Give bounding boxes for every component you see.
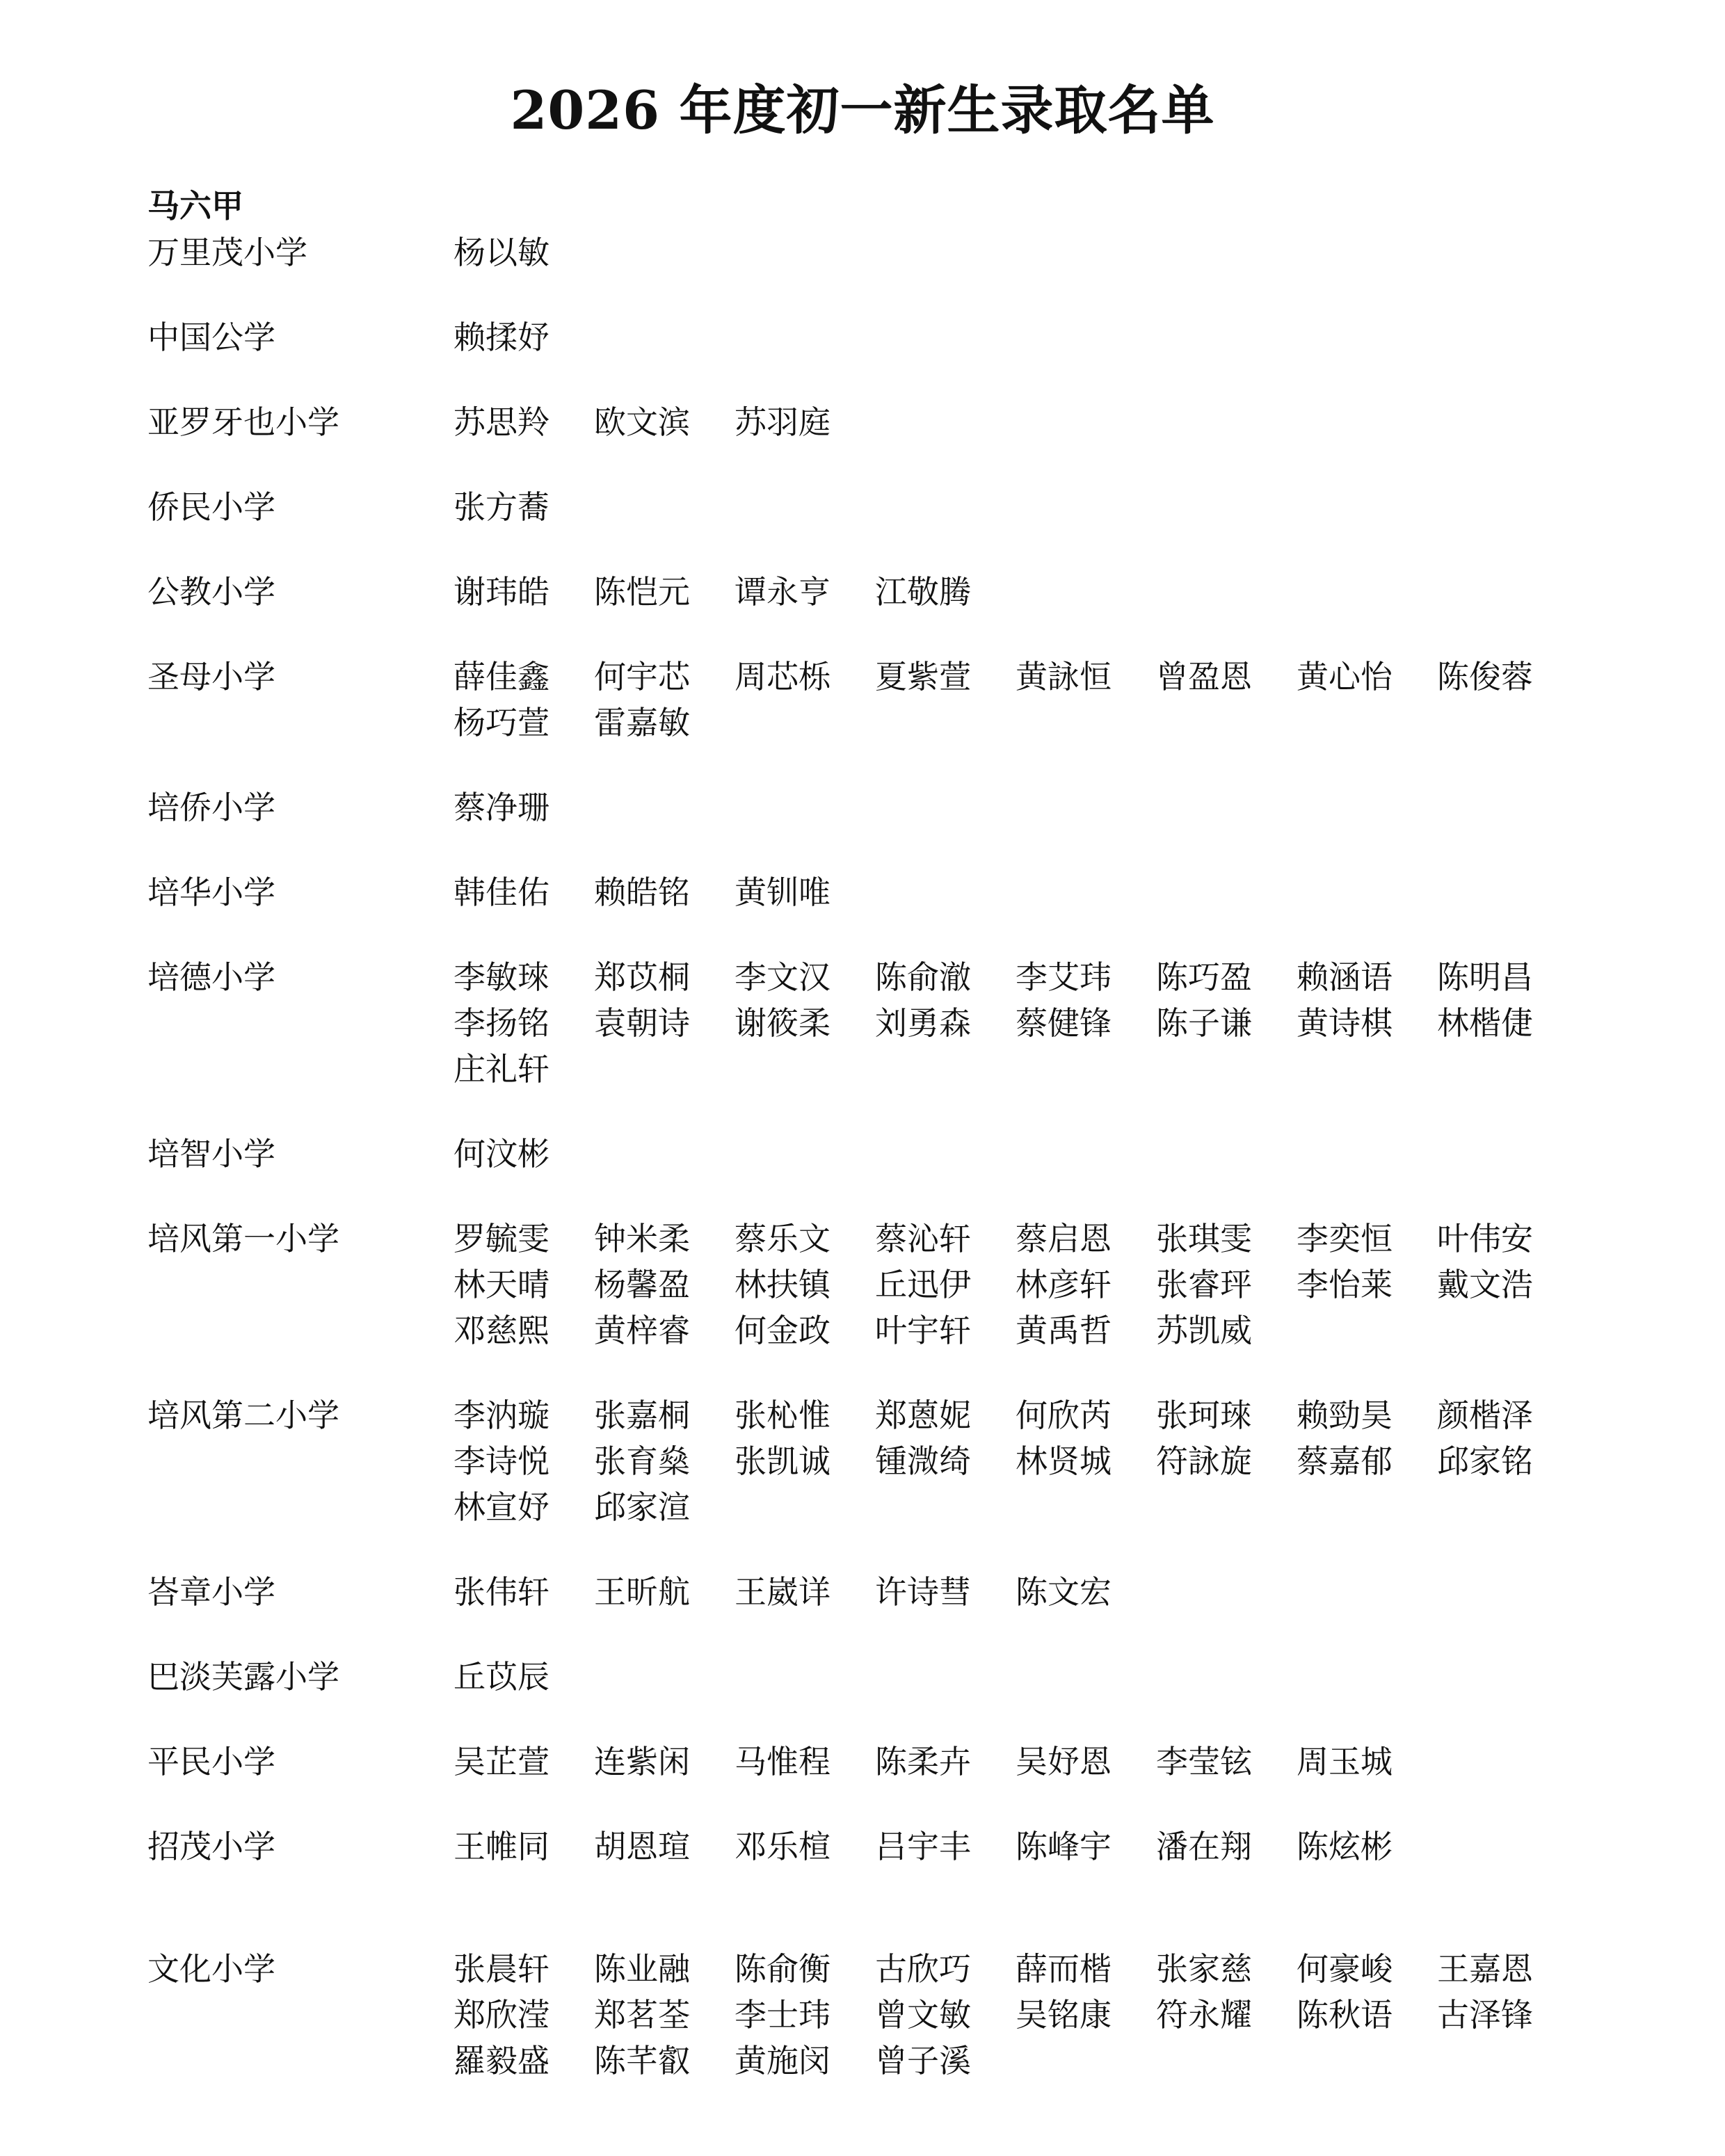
student-name: 蔡健锋: [1016, 1004, 1112, 1042]
student-name: 谢筱柔: [735, 1004, 831, 1042]
student-name: 何豪峻: [1297, 1950, 1393, 1988]
school-entry: [147, 1131, 1643, 1177]
student-name: 黄梓睿: [594, 1312, 690, 1349]
school-list: [147, 230, 1643, 2123]
student-name: 陈恺元: [594, 573, 690, 611]
school-entry: [147, 1824, 1643, 1869]
student-name: 邓慈熙: [454, 1312, 549, 1349]
school-entry: [147, 654, 1643, 746]
student-name: 陈巧盈: [1156, 958, 1252, 996]
student-name: 苏羽庭: [735, 403, 831, 441]
student-name: 张珂琜: [1156, 1397, 1252, 1434]
student-name: 符詠旋: [1156, 1442, 1252, 1480]
student-name: 蔡启恩: [1016, 1220, 1112, 1257]
student-name: 邱家铭: [1437, 1442, 1533, 1480]
student-name: 郑蒽妮: [875, 1397, 971, 1434]
student-name: 林天晴: [454, 1266, 549, 1303]
student-name: 王崴详: [735, 1573, 831, 1611]
student-name: 吕宇丰: [875, 1828, 971, 1865]
student-name: 陈俊蓉: [1437, 658, 1533, 695]
student-name: 罗毓雯: [454, 1220, 549, 1257]
school-name: 公教小学: [147, 573, 275, 611]
student-name: 何汶彬: [454, 1135, 549, 1173]
student-name: 叶伟安: [1437, 1220, 1533, 1257]
student-names: [454, 785, 1580, 830]
student-name: 钟米柔: [594, 1220, 690, 1257]
student-name: 陈炫彬: [1297, 1828, 1393, 1865]
student-name: 张嘉桐: [594, 1397, 690, 1434]
student-name: 黄钏唯: [735, 874, 831, 911]
region-heading: 马六甲: [147, 187, 243, 225]
student-name: 古泽锋: [1437, 1996, 1533, 2034]
student-name: 黄心怡: [1297, 658, 1393, 695]
student-name: 吴芷萱: [454, 1743, 549, 1780]
student-name: 丘迅伊: [875, 1266, 971, 1303]
school-name: 培风第一小学: [147, 1220, 339, 1257]
school-entry: [147, 1946, 1643, 2084]
student-name: 陈俞澈: [875, 958, 971, 996]
student-name: 黄诗棋: [1297, 1004, 1393, 1042]
school-entry: [147, 1739, 1643, 1785]
student-name: 马惟程: [735, 1743, 831, 1780]
school-name: 中国公学: [147, 319, 275, 356]
student-names: [454, 1654, 1580, 1700]
student-name: 林宣妤: [454, 1488, 549, 1526]
page-title: 2026 年度初一新生录取名单: [510, 79, 1215, 141]
student-name: 蔡沁轩: [875, 1220, 971, 1257]
school-name: 文化小学: [147, 1950, 275, 1988]
student-name: 李奕恒: [1297, 1220, 1393, 1257]
school-name: 培德小学: [147, 958, 275, 996]
school-name: 亚罗牙也小学: [147, 403, 339, 441]
student-name: 欧文滨: [594, 403, 690, 441]
school-name: 培侨小学: [147, 789, 275, 826]
student-name: 杨以敏: [454, 234, 549, 271]
student-name: 何金政: [735, 1312, 831, 1349]
student-name: 赖皓铭: [594, 874, 690, 911]
student-name: 张凯诚: [735, 1442, 831, 1480]
student-name: 李敏琜: [454, 958, 549, 996]
student-name: 颜楷泽: [1437, 1397, 1533, 1434]
student-name: 吴妤恩: [1016, 1743, 1112, 1780]
student-names: [454, 1824, 1580, 1869]
student-names: [454, 399, 1580, 445]
student-name: 叶宇轩: [875, 1312, 971, 1349]
school-entry: [147, 785, 1643, 830]
school-name: 圣母小学: [147, 658, 275, 695]
student-name: 吴铭康: [1016, 1996, 1112, 2034]
student-names: [454, 314, 1580, 360]
school-name: 侨民小学: [147, 488, 275, 526]
student-name: 郑欣滢: [454, 1996, 549, 2034]
school-name: 培华小学: [147, 874, 275, 911]
student-name: 郑苡桐: [594, 958, 690, 996]
student-name: 杨馨盈: [594, 1266, 690, 1303]
student-names: [454, 954, 1580, 1092]
student-name: 张家慈: [1156, 1950, 1252, 1988]
student-name: 锺溦绮: [875, 1442, 971, 1480]
student-name: 蔡乐文: [735, 1220, 831, 1257]
student-name: 何宇芯: [594, 658, 690, 695]
school-name: 平民小学: [147, 1743, 275, 1780]
student-names: [454, 569, 1580, 615]
school-entry: [147, 399, 1643, 445]
student-name: 潘在翔: [1156, 1828, 1252, 1865]
student-name: 赖涵语: [1297, 958, 1393, 996]
student-names: [454, 484, 1580, 530]
student-name: 曾子溪: [875, 2042, 971, 2079]
student-name: 陈俞衡: [735, 1950, 831, 1988]
student-name: 陈明昌: [1437, 958, 1533, 996]
student-name: 陈文宏: [1016, 1573, 1112, 1611]
student-name: 张杺惟: [735, 1397, 831, 1434]
student-name: 薛而楷: [1016, 1950, 1112, 1988]
school-name: 万里茂小学: [147, 234, 307, 271]
student-name: 黄禹哲: [1016, 1312, 1112, 1349]
school-entry: [147, 484, 1643, 530]
student-name: 张伟轩: [454, 1573, 549, 1611]
student-name: 邱家渲: [594, 1488, 690, 1526]
student-name: 张琪雯: [1156, 1220, 1252, 1257]
student-name: 蔡净珊: [454, 789, 549, 826]
student-name: 陈业融: [594, 1950, 690, 1988]
school-entry: [147, 1216, 1643, 1353]
school-entry: [147, 1392, 1643, 1530]
student-name: 张晨轩: [454, 1950, 549, 1988]
student-name: 杨巧萱: [454, 704, 549, 741]
student-name: 袁朝诗: [594, 1004, 690, 1042]
student-name: 陈芊叡: [594, 2042, 690, 2079]
student-name: 古欣巧: [875, 1950, 971, 1988]
student-name: 谭永亨: [735, 573, 831, 611]
student-name: 李诗悦: [454, 1442, 549, 1480]
student-name: 戴文浩: [1437, 1266, 1533, 1303]
student-name: 周玉城: [1297, 1743, 1393, 1780]
student-name: 李莹铉: [1156, 1743, 1252, 1780]
student-name: 曾盈恩: [1156, 658, 1252, 695]
student-name: 李怡莱: [1297, 1266, 1393, 1303]
school-name: 培智小学: [147, 1135, 275, 1173]
student-name: 雷嘉敏: [594, 704, 690, 741]
student-name: 何欣芮: [1016, 1397, 1112, 1434]
student-name: 陈峰宇: [1016, 1828, 1112, 1865]
student-name: 郑茗荃: [594, 1996, 690, 2034]
student-name: 苏凯威: [1156, 1312, 1252, 1349]
student-name: 符永耀: [1156, 1996, 1252, 2034]
student-name: 陈秋语: [1297, 1996, 1393, 2034]
student-names: [454, 869, 1580, 915]
school-entry: [147, 869, 1643, 915]
student-name: 曾文敏: [875, 1996, 971, 2034]
student-names: [454, 1216, 1580, 1353]
student-name: 许诗彗: [875, 1573, 971, 1611]
student-name: 李汭璇: [454, 1397, 549, 1434]
student-name: 李艾玮: [1016, 958, 1112, 996]
student-name: 周芯栎: [735, 658, 831, 695]
student-names: [454, 1739, 1580, 1785]
student-name: 胡恩瑄: [594, 1828, 690, 1865]
student-name: 蔡嘉郁: [1297, 1442, 1393, 1480]
student-name: 林扶镇: [735, 1266, 831, 1303]
student-name: 薛佳鑫: [454, 658, 549, 695]
school-name: 巴淡芙露小学: [147, 1658, 339, 1696]
school-entry: [147, 954, 1643, 1092]
student-name: 刘勇森: [875, 1004, 971, 1042]
student-name: 赖揉妤: [454, 319, 549, 356]
school-entry: [147, 230, 1643, 275]
student-name: 李文汉: [735, 958, 831, 996]
student-name: 韩佳佑: [454, 874, 549, 911]
student-name: 苏思羚: [454, 403, 549, 441]
student-name: 张方蕎: [454, 488, 549, 526]
student-name: 张育燊: [594, 1442, 690, 1480]
student-name: 谢玮皓: [454, 573, 549, 611]
student-name: 王帷同: [454, 1828, 549, 1865]
student-names: [454, 1131, 1580, 1177]
student-name: 李士玮: [735, 1996, 831, 2034]
student-name: 王嘉恩: [1437, 1950, 1533, 1988]
school-name: 峇章小学: [147, 1573, 275, 1611]
student-name: 李扬铭: [454, 1004, 549, 1042]
student-name: 林彦轩: [1016, 1266, 1112, 1303]
student-name: 江敬腾: [875, 573, 971, 611]
student-name: 邓乐楦: [735, 1828, 831, 1865]
school-entry: [147, 314, 1643, 360]
student-names: [454, 1946, 1580, 2084]
student-name: 庄礼轩: [454, 1050, 549, 1088]
student-name: 丘苡辰: [454, 1658, 549, 1696]
school-entry: [147, 1569, 1643, 1615]
student-name: 张睿玶: [1156, 1266, 1252, 1303]
student-names: [454, 230, 1580, 275]
student-name: 羅毅盛: [454, 2042, 549, 2079]
student-name: 连紫闲: [594, 1743, 690, 1780]
student-name: 林贤城: [1016, 1442, 1112, 1480]
student-name: 赖勁昊: [1297, 1397, 1393, 1434]
school-name: 培风第二小学: [147, 1397, 339, 1434]
student-names: [454, 1569, 1580, 1615]
student-name: 林楷倢: [1437, 1004, 1533, 1042]
student-name: 黄詠恒: [1016, 658, 1112, 695]
student-name: 黄施闵: [735, 2042, 831, 2079]
student-name: 王昕航: [594, 1573, 690, 1611]
school-name: 招茂小学: [147, 1828, 275, 1865]
student-names: [454, 1392, 1580, 1530]
student-name: 夏紫萱: [875, 658, 971, 695]
school-entry: [147, 569, 1643, 615]
student-name: 陈子谦: [1156, 1004, 1252, 1042]
school-entry: [147, 1654, 1643, 1700]
student-name: 陈柔卉: [875, 1743, 971, 1780]
student-names: [454, 654, 1580, 746]
